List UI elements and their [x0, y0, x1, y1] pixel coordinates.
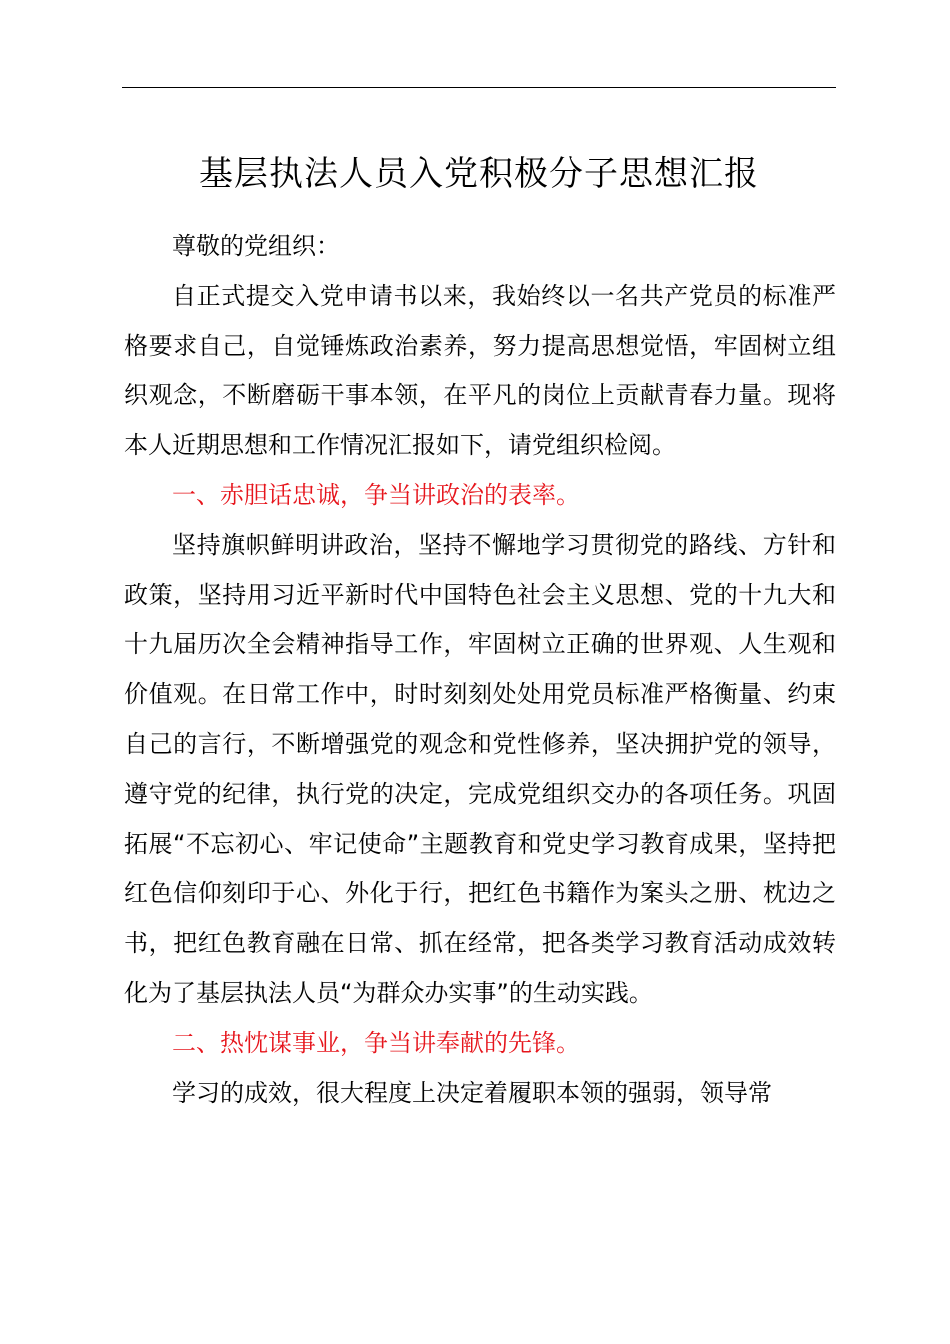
document-title: 基层执法人员入党积极分子思想汇报: [199, 154, 759, 194]
section-1-heading: 一、赤胆话忠诚，争当讲政治的表率。: [172, 480, 580, 509]
header-rule: [122, 87, 836, 88]
document-body: [124, 222, 836, 1118]
section-2-paragraph: 学习的成效，很大程度上决定着履职本领的强弱，领导常: [172, 1078, 772, 1107]
salutation: 尊敬的党组织：: [172, 232, 340, 260]
intro-paragraph: 自正式提交入党申请书以来，我始终以一名共产党员的标准严格要求自己，自觉锤炼政治素养，努力提高思想觉悟，牢固树立组织观念，不断磨砺干事本领，在平凡的岗位上贡献青春力量。现将本人近期思想和工作情况汇报如下，请党组织检阅。: [124, 281, 836, 460]
section-2-heading: 二、热忱谋事业，争当讲奉献的先锋。: [172, 1028, 580, 1057]
section-1-paragraph: 坚持旗帜鲜明讲政治，坚持不懈地学习贯彻党的路线、方针和政策，坚持用习近平新时代中国特色社会主义思想、党的十九大和十九届历次全会精神指导工作，牢固树立正确的世界观、人生观和价值观。在日常工作中，时时刻刻处处用党员标准严格衡量、约束自己的言行，不断增强党的观念和党性修养，坚决拥护党的领导，遵守党的纪律，执行党的决定，完成党组织交办的各项任务。巩固拓展“不忘初心、牢记使命”主题教育和党史学习教育成果，坚持把红色信仰刻印于心、外化于行，把红色书籍作为案头之册、枕边之书，把红色教育融在日常、抓在经常，把各类学习教育活动成效转化为了基层执法人员“为群众办实事”的生动实践。: [124, 530, 836, 1007]
